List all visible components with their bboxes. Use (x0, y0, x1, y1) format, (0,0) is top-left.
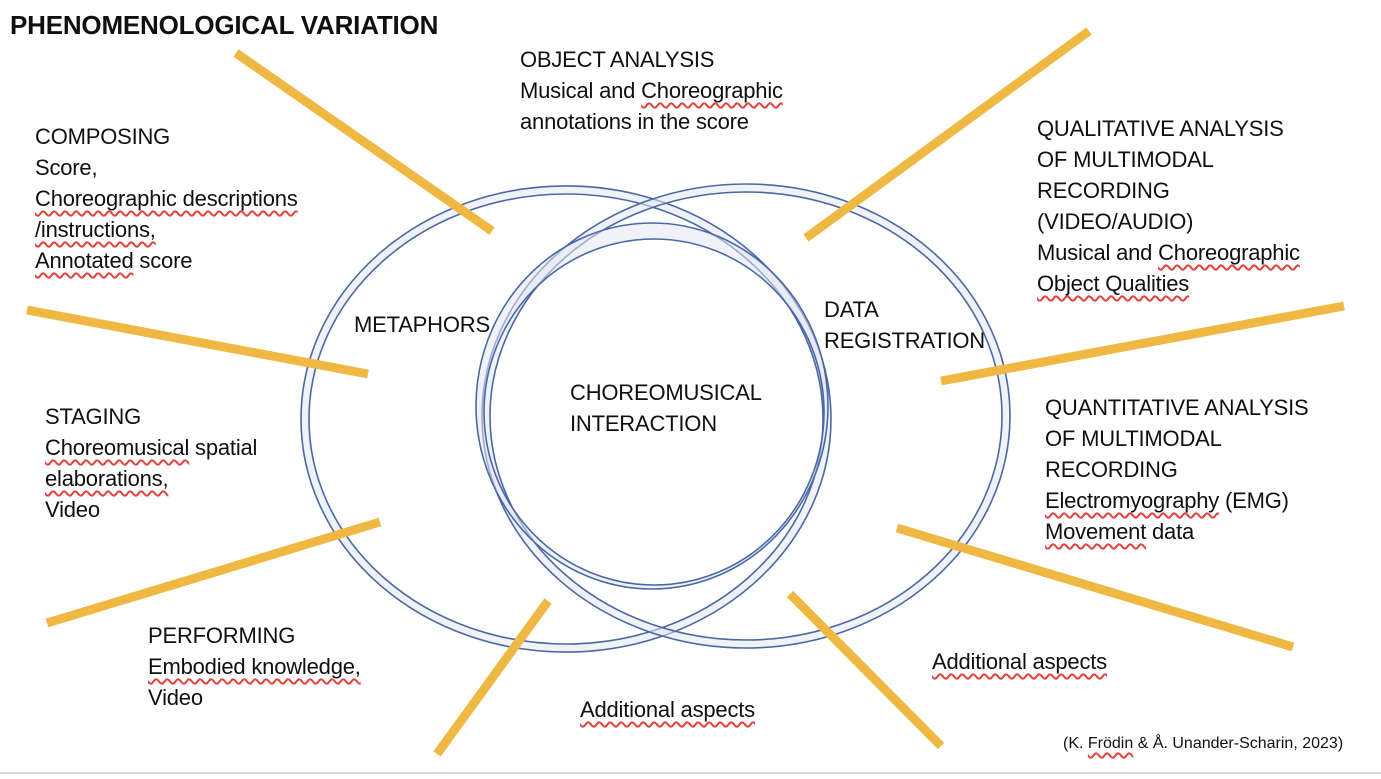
quantitative-line2: RECORDING (1045, 457, 1178, 482)
label-quantitative-analysis (1045, 392, 1309, 547)
qualitative-line5: Object Qualities (1037, 271, 1190, 296)
object-analysis-line2: annotations in the score (520, 109, 749, 134)
performing-heading: PERFORMING (148, 623, 296, 648)
qualitative-line4 (1037, 237, 1300, 268)
citation-name: Frödin (1087, 735, 1134, 752)
label-additional-aspects-bottom: Additional aspects (580, 697, 755, 722)
staging-line1 (45, 432, 257, 463)
label-performing (148, 620, 361, 713)
label-additional-aspects-right: Additional aspects (932, 649, 1107, 674)
quantitative-line3-word2: (EMG) (1219, 488, 1289, 513)
composing-line3: /instructions, (35, 217, 156, 242)
quantitative-line4-word1: Movement (1045, 519, 1147, 544)
object-analysis-line1 (520, 75, 783, 106)
citation-suffix: & Å. Unander-Scharin, 2023) (1133, 735, 1344, 752)
connector-lower-left (47, 522, 380, 623)
qualitative-heading: QUALITATIVE ANALYSIS (1037, 116, 1284, 141)
quantitative-heading: QUANTITATIVE ANALYSIS (1045, 395, 1309, 420)
venn-label-center (570, 377, 762, 439)
qualitative-line3: (VIDEO/AUDIO) (1037, 209, 1194, 234)
qualitative-line1: OF MULTIMODAL (1037, 147, 1214, 172)
quantitative-line4-word2: data (1146, 519, 1195, 544)
connector-mid-right (941, 306, 1344, 381)
center-label-line1: CHOREOMUSICAL (570, 380, 762, 405)
label-object-analysis (520, 44, 783, 137)
qualitative-line2: RECORDING (1037, 178, 1170, 203)
page-title: PHENOMENOLOGICAL VARIATION (10, 10, 439, 40)
label-composing (35, 121, 298, 276)
quantitative-line3 (1045, 485, 1309, 516)
quantitative-line3-word1: Electromyography (1045, 488, 1220, 513)
label-qualitative-analysis (1037, 113, 1300, 299)
venn-label-metaphors: METAPHORS (354, 312, 490, 337)
data-registration-line1: DATA (824, 297, 879, 322)
quantitative-line1: OF MULTIMODAL (1045, 426, 1222, 451)
data-registration-line2: REGISTRATION (824, 328, 985, 353)
composing-line4-word1: Annotated (35, 248, 134, 273)
staging-line1-word1: Choreomusical (45, 435, 190, 460)
object-analysis-line1-b: Choreographic (641, 78, 783, 103)
qualitative-line4-b: Choreographic (1158, 240, 1300, 265)
staging-line1-word2: spatial (189, 435, 258, 460)
center-label-line2: INTERACTION (570, 411, 717, 436)
citation-prefix: (K. (1063, 735, 1088, 752)
performing-line1: Embodied knowledge, (148, 654, 361, 679)
composing-heading: COMPOSING (35, 124, 171, 149)
object-analysis-heading: OBJECT ANALYSIS (520, 47, 715, 72)
composing-line2: Choreographic descriptions (35, 186, 298, 211)
composing-line1: Score, (35, 155, 98, 180)
staging-line3: Video (45, 497, 100, 522)
quantitative-line4 (1045, 516, 1309, 547)
label-staging (45, 401, 257, 525)
composing-line4-word2: score (133, 248, 193, 273)
composing-line4 (35, 245, 298, 276)
qualitative-line4-a: Musical and (1037, 240, 1159, 265)
object-analysis-line1-a: Musical and (520, 78, 642, 103)
staging-heading: STAGING (45, 404, 141, 429)
citation (1063, 733, 1343, 755)
venn-label-data-registration (824, 294, 985, 356)
staging-line2: elaborations, (45, 466, 169, 491)
performing-line2: Video (148, 685, 203, 710)
